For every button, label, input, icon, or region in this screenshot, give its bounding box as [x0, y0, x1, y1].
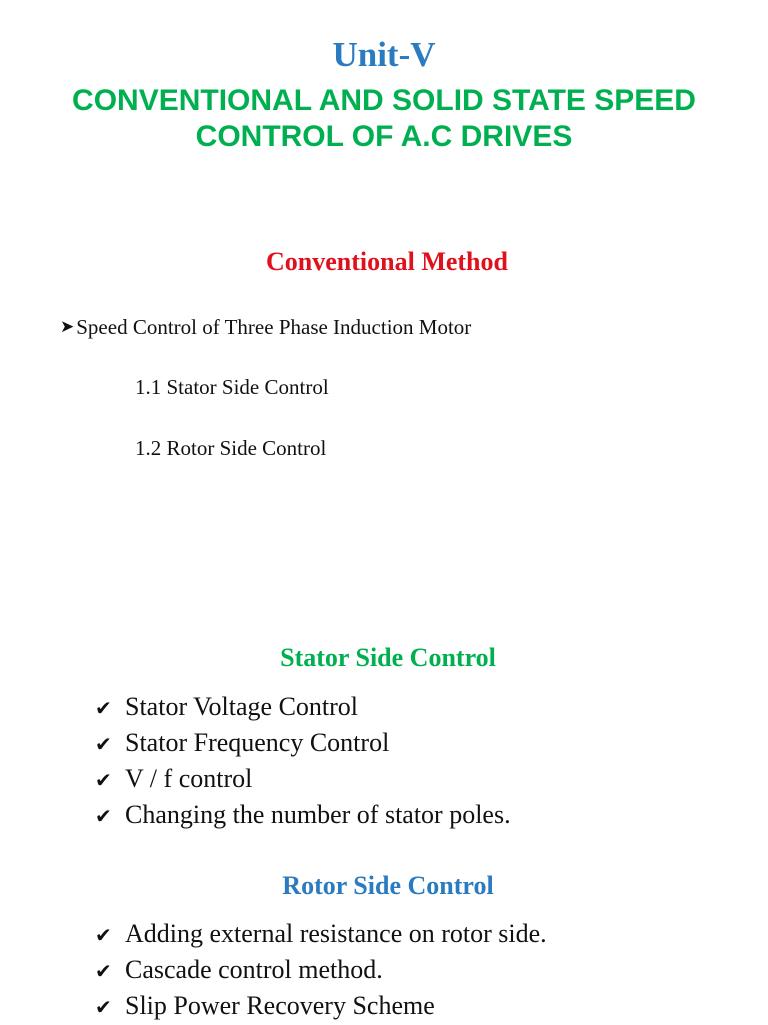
stator-control-list	[95, 689, 511, 833]
list-item	[95, 916, 547, 952]
list-item	[95, 952, 547, 988]
checkmark-icon: ✔	[95, 959, 112, 983]
list-item	[95, 725, 511, 761]
stator-side-heading: Stator Side Control	[280, 643, 496, 672]
page-title-line-1: CONVENTIONAL AND SOLID STATE SPEED	[72, 84, 696, 117]
rotor-side-subitem: 1.2 Rotor Side Control	[135, 436, 327, 460]
list-item-text: Stator Frequency Control	[125, 728, 390, 757]
list-item-text: Cascade control method.	[125, 955, 383, 984]
list-item	[95, 797, 511, 833]
list-item-text: Changing the number of stator poles.	[125, 800, 511, 829]
checkmark-icon: ✔	[95, 995, 112, 1019]
list-item	[95, 689, 511, 725]
checkmark-icon: ✔	[95, 768, 112, 792]
list-item-text: Stator Voltage Control	[125, 692, 359, 721]
checkmark-icon: ✔	[95, 804, 112, 828]
list-item	[95, 988, 547, 1024]
checkmark-icon: ✔	[95, 732, 112, 756]
conventional-method-heading: Conventional Method	[266, 247, 508, 276]
checkmark-icon: ✔	[95, 696, 112, 720]
rotor-side-heading: Rotor Side Control	[282, 871, 494, 900]
page-title-line-2: CONTROL OF A.C DRIVES	[195, 120, 573, 153]
rotor-control-list	[95, 916, 547, 1024]
list-item-text: V / f control	[125, 764, 253, 793]
list-item	[95, 761, 511, 797]
page-title	[0, 83, 768, 155]
list-item-text: Slip Power Recovery Scheme	[125, 991, 435, 1020]
speed-control-text: Speed Control of Three Phase Induction Motor	[76, 315, 472, 339]
unit-title: Unit-V	[332, 35, 436, 74]
arrow-bullet-icon: ➤	[60, 317, 75, 337]
checkmark-icon: ✔	[95, 923, 112, 947]
list-item-text: Adding external resistance on rotor side.	[125, 919, 547, 948]
speed-control-bullet	[60, 313, 471, 341]
stator-side-subitem: 1.1 Stator Side Control	[135, 375, 329, 399]
